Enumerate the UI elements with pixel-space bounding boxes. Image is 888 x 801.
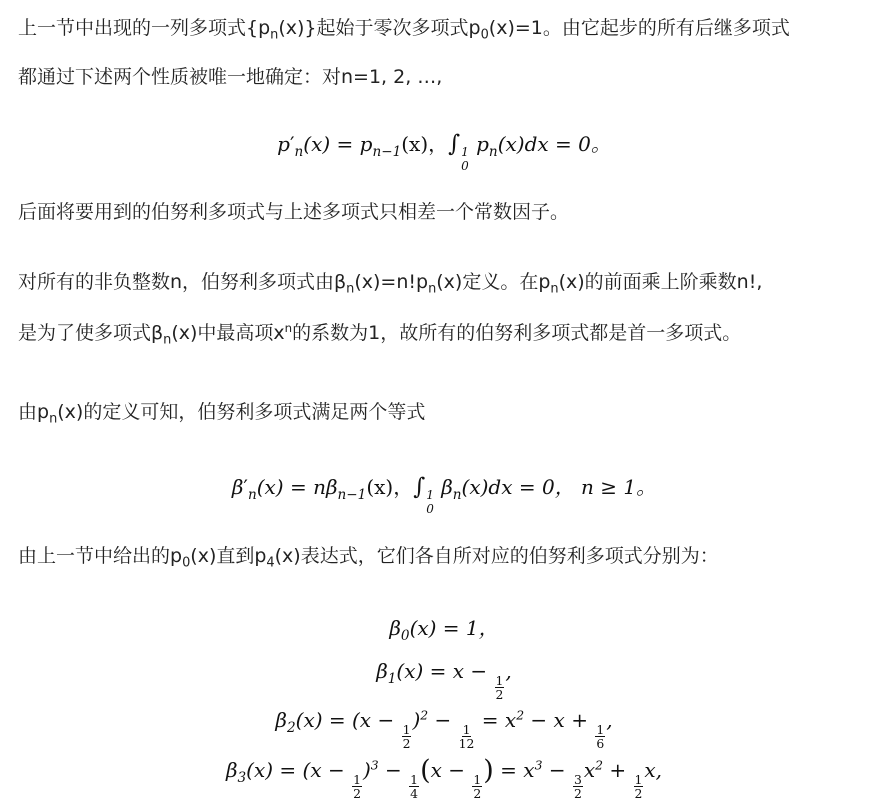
numerator: 1 [462,721,471,737]
subscript: n [346,281,355,297]
denominator: 12 [458,735,475,751]
equation-beta2 [0,705,888,750]
fraction [573,773,583,800]
denominator: 2 [473,785,482,801]
integral-sign: ∫ [413,474,426,500]
text: (x)， [366,475,414,499]
symbol: β [389,616,401,640]
superscript: 2 [516,707,525,723]
equation-beta3 [0,755,888,800]
equation-beta0 [0,613,888,643]
numerator: 1 [495,672,504,688]
symbol: β [231,475,244,499]
text: (x) = nβ [256,475,338,499]
text: (x)dx = 0。 [497,132,611,156]
subscript: n [488,143,498,160]
text: = x [475,708,517,732]
denominator: 2 [495,686,504,702]
paragraph-two-identities [18,399,425,425]
paren: ( [420,755,431,787]
fraction [472,773,482,800]
numerator: 1 [353,771,361,787]
text: − [428,708,458,732]
text: (x) = (x − [246,758,352,782]
numerator: 1 [402,721,411,737]
subscript: n [550,281,559,297]
subscript: n−1 [337,486,367,503]
paragraph-list-intro [18,543,719,569]
denominator: 2 [353,785,361,801]
text: (x)的定义可知，伯努利多项式满足两个等式 [57,401,426,423]
text: (x)， [401,132,449,156]
text: (x)}起始于零次多项式p [278,17,481,39]
text: − [378,758,409,782]
text: − x + [524,708,595,732]
text: (x)表达式，它们各自所对应的伯努利多项式分别为： [274,545,719,567]
denominator: 2 [573,785,582,801]
paren: ) [483,755,494,787]
superscript: 2 [420,707,429,723]
text: , [505,659,512,683]
prime: ′ [243,475,248,499]
text: , [606,708,613,732]
text: (x)的前面乘上阶乘数n!, [558,271,763,293]
paragraph-definition-line2 [18,320,741,346]
symbol: p [469,132,489,156]
fraction [402,723,412,750]
text: x [583,758,596,782]
text: − [542,758,572,782]
denominator: 2 [634,785,643,801]
text: x, [644,758,663,782]
text: = x [493,758,535,782]
text: (x) = [303,132,360,156]
condition: n ≥ 1。 [574,475,657,499]
integral-upper-limit: 1 [426,488,434,503]
text: (x) = x − [396,659,494,683]
denominator: 6 [596,735,605,751]
fraction [352,773,362,800]
denominator: 4 [410,785,419,801]
subscript: n [247,486,257,503]
symbol: p [277,132,290,156]
subscript: 1 [387,670,397,687]
subscript: n [163,332,172,348]
subscript: 0 [480,27,489,43]
text: x − [430,758,472,782]
text: (x)定义。在p [436,271,551,293]
paragraph-intro-line2: 都通过下述两个性质被唯一地确定：对n=1, 2, …, [18,66,443,88]
prime: ′ [289,132,295,156]
superscript: n [284,320,293,335]
integral-sign: ∫ [448,131,461,157]
paragraph-intro-line1 [18,15,790,41]
text: + [603,758,633,782]
text: 对所有的非负整数n，伯努利多项式由β [18,271,347,293]
symbol: β [225,758,238,782]
text: (x)直到p [190,545,267,567]
numerator: 1 [410,771,419,787]
superscript: 3 [370,757,379,773]
symbol: β [376,659,388,683]
numerator: 3 [573,771,582,787]
text: ) [362,758,371,782]
text: (x)dx = 0， [461,475,575,499]
symbol: β [434,475,453,499]
numerator: 1 [596,721,605,737]
paragraph-definition-line1 [18,269,762,295]
text: (x)=n!p [354,271,429,293]
subscript: n [428,281,437,297]
equation-p-properties [0,129,888,173]
fraction [595,723,605,750]
text: (x)=1。由它起步的所有后继多项式 [488,17,790,39]
symbol: β [275,708,287,732]
integral-lower-limit: 0 [461,158,469,173]
paragraph-constant-factor: 后面将要用到的伯努利多项式与上述多项式只相差一个常数因子。 [18,201,570,223]
text: (x) = 1， [409,616,499,640]
subscript: n [452,486,462,503]
subscript: n−1 [372,143,402,160]
subscript: n [294,143,304,160]
equation-beta1 [0,656,888,701]
fraction [459,723,475,750]
text: 由p [18,401,50,423]
fraction [634,773,644,800]
text: 上一节中出现的一列多项式{p [18,17,271,39]
subscript: n [270,27,279,43]
subscript: 0 [182,555,191,571]
fraction [409,773,419,800]
numerator: 1 [473,771,482,787]
subscript: 0 [400,627,410,644]
subscript: 4 [266,555,275,571]
integral-upper-limit: 1 [461,145,469,160]
text: 由上一节中给出的p [18,545,183,567]
subscript: n [49,411,58,427]
superscript: 3 [534,757,543,773]
text: 是为了使多项式β [18,322,164,344]
integral-lower-limit: 0 [426,501,434,516]
symbol: p [359,132,373,156]
text: (x) = (x − [295,708,401,732]
fraction [495,674,505,701]
text: ) [412,708,421,732]
text: 的系数为1，故所有的伯努利多项式都是首一多项式。 [292,322,742,344]
subscript: 2 [286,719,296,736]
subscript: 3 [237,769,247,786]
denominator: 2 [402,735,411,751]
text: (x)中最高项x [171,322,285,344]
numerator: 1 [634,771,643,787]
superscript: 2 [595,757,604,773]
equation-beta-properties [0,472,888,516]
